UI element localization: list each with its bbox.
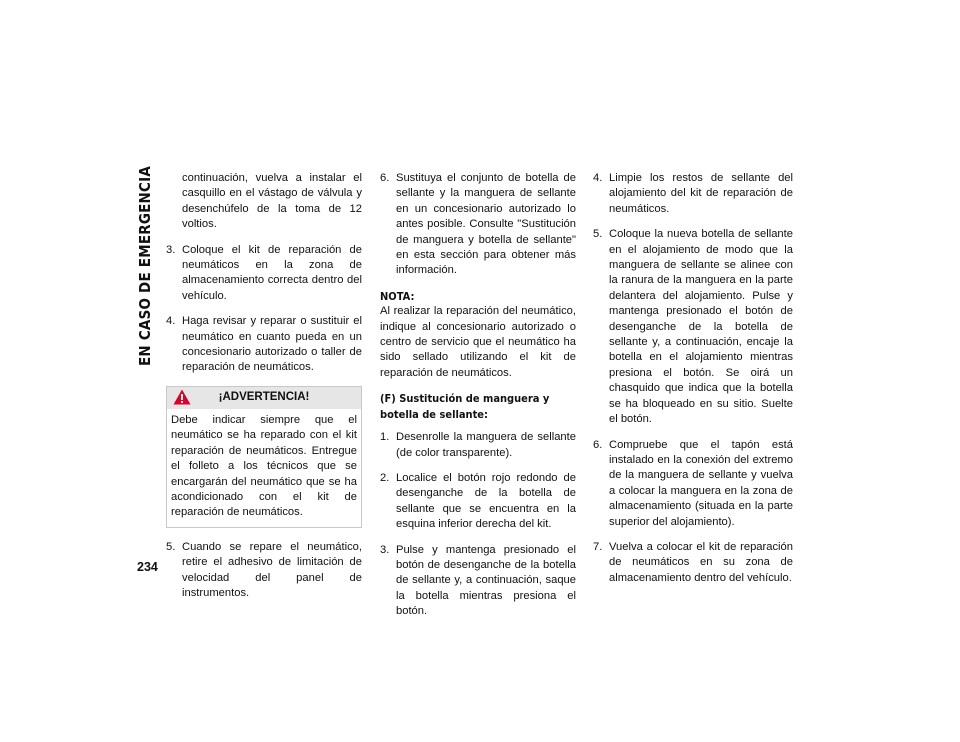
item-number: 4. xyxy=(166,315,176,328)
section-title: EN CASO DE EMERGENCIA xyxy=(136,166,155,366)
warning-header xyxy=(167,387,361,409)
warning-title: ¡ADVERTENCIA! xyxy=(218,391,310,404)
item-text: Sustituya el conjunto de botella de sellante y la manguera de sellante en un concesionario autorizado lo antes posible. Consulte "Sustitución de manguera y botella de sellante" en esta sección para obtener más información. xyxy=(396,172,576,277)
list-item xyxy=(593,540,793,586)
item-number: 1. xyxy=(380,431,390,444)
item-number: 5. xyxy=(593,228,603,241)
item-number: 5. xyxy=(166,540,176,553)
continuation-text: continuación, vuelva a instalar el casquillo en el vástago de válvula y desenchúfelo de la toma de 12 voltios. xyxy=(182,172,362,231)
list-item xyxy=(593,438,793,530)
item-number: 6. xyxy=(593,438,603,451)
item-text: Coloque la nueva botella de sellante en el alojamiento de modo que la manguera de sellante se alinee con la ranura de la manguera en la parte delantera del alojamiento. Pulse y mantenga presionado el botón de desenganche de la botella de sellante y, a continuación, encaje la botella en el alojamiento mientras presiona el botón. Se oirá un chasquido que indica que la botella se ha bloqueado en su sitio. Suelte el botón. xyxy=(609,228,793,426)
item-text: Haga revisar y reparar o sustituir el neumático en cuanto pueda en un concesionario autorizado o taller de reparación de neumáticos. xyxy=(182,315,362,374)
list-item xyxy=(166,243,362,305)
section-side-tab xyxy=(136,166,155,366)
list-item xyxy=(166,540,362,602)
item-text: Desenrolle la manguera de sellante (de color transparente). xyxy=(396,431,576,459)
warning-box xyxy=(166,386,362,528)
item-number: 3. xyxy=(166,243,176,256)
item-text: Compruebe que el tapón está instalado en la conexión del extremo de la manguera de sellante y vuelva a colocar la manguera en la zona de almacenamiento (situada en la parte superior del alojamiento). xyxy=(609,438,793,528)
warning-body: Debe indicar siempre que el neumático se ha reparado con el kit reparación de neumáticos. Entregue el folleto a los técnicos que se encargarán del neumático que se ha acondicionado con el kit de reparación de neumáticos. xyxy=(171,413,357,519)
item-text: Cuando se repare el neumático, retire el adhesivo de limitación de velocidad del panel de instrumentos. xyxy=(182,540,362,599)
column-3 xyxy=(593,171,793,596)
section-subheading: (F) Sustitución de manguera y botella de sellante: xyxy=(380,392,550,421)
item-text: Coloque el kit de reparación de neumáticos en la zona de almacenamiento correcta dentro del vehículo. xyxy=(182,243,362,302)
list-item xyxy=(593,227,793,427)
page-number: 234 xyxy=(137,560,158,574)
list-item xyxy=(380,171,576,279)
item-text: Pulse y mantenga presionado el botón de desenganche de la botella de sellante y, a continuación, saque la botella mientras presiona el botón. xyxy=(396,543,576,618)
list-item xyxy=(380,471,576,533)
note-text: Al realizar la reparación del neumático, indique al concesionario autorizado o centro de servicio que el neumático ha sido sellado utilizando el kit de reparación de neumáticos. xyxy=(380,305,576,379)
list-item xyxy=(380,430,576,461)
note-label: NOTA: xyxy=(380,289,415,303)
item-number: 6. xyxy=(380,172,390,184)
column-2 xyxy=(380,171,576,630)
list-item xyxy=(380,543,576,620)
item-text: Limpie los restos de sellante del alojamiento del kit de reparación de neumáticos. xyxy=(609,172,793,215)
warning-triangle-icon xyxy=(173,389,191,405)
item-text: Vuelva a colocar el kit de reparación de neumáticos en su zona de almacenamiento dentro del vehículo. xyxy=(609,540,793,584)
item-text: Localice el botón rojo redondo de desenganche de la botella de sellante que se encuentra en la esquina inferior derecha del kit. xyxy=(396,471,576,531)
item-number: 7. xyxy=(593,540,603,553)
item-number: 4. xyxy=(593,172,603,184)
list-item xyxy=(166,314,362,376)
column-1 xyxy=(166,171,362,611)
item-number: 3. xyxy=(380,543,390,556)
list-item xyxy=(593,171,793,217)
item-number: 2. xyxy=(380,471,390,484)
